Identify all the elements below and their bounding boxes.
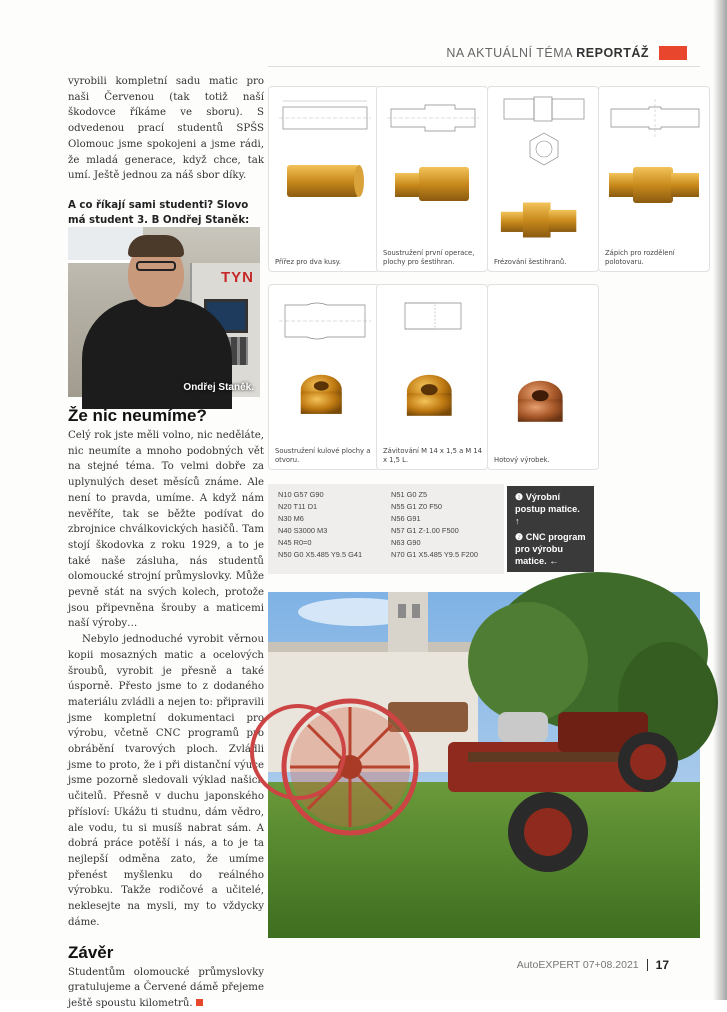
- step-drawing: [385, 291, 481, 341]
- portrait-caption: Ondřej Staněk.: [183, 382, 254, 393]
- gcode-line: N10 G57 G90: [278, 490, 324, 499]
- header-kicker: NA AKTUÁLNÍ TÉMA REPORTÁŽ: [446, 46, 649, 60]
- gcode-line: N45 R0=0: [278, 537, 312, 547]
- person-hair: [128, 235, 184, 257]
- finished-nut-icon: [488, 377, 593, 433]
- step-card: [268, 284, 380, 470]
- brass-threaded-nut-icon: [377, 371, 482, 427]
- cnc-program-left: [278, 489, 381, 569]
- gcode-line: N30 M6: [278, 513, 304, 523]
- gcode-line: N40 S3000 M3: [278, 525, 328, 535]
- page-edge-shadow: [713, 0, 727, 1000]
- gcode-line: N63 G90: [391, 537, 421, 547]
- header-rule: [268, 66, 700, 67]
- step-drawing: [496, 93, 592, 173]
- footer-publication: AutoEXPERT 07+08.2021: [516, 959, 639, 971]
- page-header: [446, 44, 687, 62]
- gcode-line: N50 G0 X5.485 Y9.5 G41: [278, 549, 363, 559]
- gcode-line: N51 G0 Z5: [391, 490, 428, 499]
- footer-separator: [647, 959, 648, 971]
- intro-paragraph: vyrobili kompletní sadu matic pro naši Červenou (tak totiž naší škodovce říkáme ve sboru). S odvedenou prací studentů SPŠS Olomouc jsme spokojeni a jsme rádi, že mladá generace, když chce, tak umí. Ještě jednou za náš sbor díky.: [68, 76, 264, 182]
- conclusion-paragraph: Studentům olomoucké průmyslovky gratulujeme a Červené dámě přejeme ještě spoustu kilometrů.: [68, 966, 264, 1009]
- article-body: [68, 406, 264, 1012]
- person-glasses: [136, 261, 176, 271]
- end-mark: [196, 999, 203, 1006]
- step-caption: Zápich pro rozdělení polotovaru.: [605, 249, 675, 266]
- page-number: 17: [655, 958, 669, 972]
- step-card: [376, 284, 488, 470]
- gcode-line: N20 T11 D1: [278, 501, 318, 511]
- body-paragraph: Nebylo jednoduché vyrobit věrnou kopii mosazných matic a ocelových šroubů, vyrobit je přesně a také úsporně. Přesto jsme to z dodaného materiálu zvládli a nejen to: připravili jsme kompletní dokumentaci pro výrobu, včetně CNC programů pro obrábění tvarových ploch. Zvládli jsme to proto, že i při distanční výuce jsme pozorně sledovali výklad našich učitelů. Přesně v duchu japonského přísloví: Ukážu ti studnu, dám vědro, ale vodu, tu si musíš nabrat sám. A dobrá práce potěší i nás, a to je ta nejlepší odměna zato, že umíme přenést myšlenku do reálného výrobku. Takže rodičové a učitelé, neklesejte na mysli, my to vždycky dáme.: [68, 634, 264, 928]
- fire-truck-photo: [268, 592, 700, 938]
- step-card: [487, 86, 599, 272]
- step-card: [376, 86, 488, 272]
- step-caption: Frézování šestihranů.: [494, 257, 567, 266]
- step-caption: Soustružení kulové plochy a otvoru.: [275, 447, 371, 464]
- gcode-line: N70 G1 X5.485 Y9.5 F200: [391, 549, 478, 559]
- gcode-line: N56 G91: [391, 513, 421, 523]
- step-card: [598, 86, 710, 272]
- step-drawing: [277, 291, 373, 351]
- section-heading: Že nic neumíme?: [68, 406, 207, 425]
- brass-blank-icon: [269, 157, 381, 207]
- conclusion-heading: Závěr: [68, 942, 114, 962]
- cnc-program-right: [391, 489, 494, 569]
- brass-turned-part-icon: [377, 159, 489, 209]
- body-paragraph: Celý rok jste měli volno, nic neděláte, nic neumíte a mnoho podobných vět na stejné téma. To velmi dobře za uplynulých deset měsíců známe. Ale není to pravda, umíme. A když nám nevěříte, tak se běžte podívat do zbrojnice chválkovických hasičů. Tam stojí škodovka z roku 1929, a to je také naše zásluha, nás studentů olomoucké strojní průmyslovky. Může pevně stát na svých kolech, protože jsou připevněna šrouby a maticemi naší výroby…: [68, 430, 264, 630]
- step-card: [268, 86, 380, 272]
- brass-nut-icon: [269, 371, 374, 427]
- step-drawing: [385, 93, 481, 143]
- step-card: [487, 284, 599, 470]
- step-drawing: [607, 93, 703, 143]
- machine-brand: TYN: [221, 269, 254, 286]
- page-footer: [517, 958, 669, 972]
- gcode-line: N57 G1 Z-1.00 F500: [391, 525, 459, 535]
- step-drawing: [277, 93, 373, 143]
- cnc-program: [268, 484, 504, 574]
- brass-milled-part-icon: [488, 197, 591, 243]
- gcode-line: N55 G1 Z0 F50: [391, 501, 442, 511]
- figure-caption-2: ❷ CNC program pro výrobu matice. ←: [507, 526, 594, 572]
- intro-question: A co říkají sami studenti? Slovo má student 3. B Ondřej Staněk:: [68, 199, 250, 227]
- header-section: REPORTÁŽ: [576, 46, 649, 60]
- figure-caption-1: ❶ Výrobní postup matice. ↑: [507, 486, 594, 532]
- step-caption: Přířez pro dva kusy.: [275, 257, 341, 266]
- step-caption: Hotový výrobek.: [494, 455, 550, 464]
- brass-grooved-part-icon: [599, 159, 711, 209]
- header-accent-block: [659, 46, 687, 60]
- step-caption: Soustružení první operace, plochy pro šestihran.: [383, 249, 475, 266]
- intro-column: [68, 74, 264, 229]
- step-caption: Závitování M 14 x 1,5 a M 14 x 1,5 L.: [383, 447, 483, 464]
- student-portrait: [68, 227, 260, 397]
